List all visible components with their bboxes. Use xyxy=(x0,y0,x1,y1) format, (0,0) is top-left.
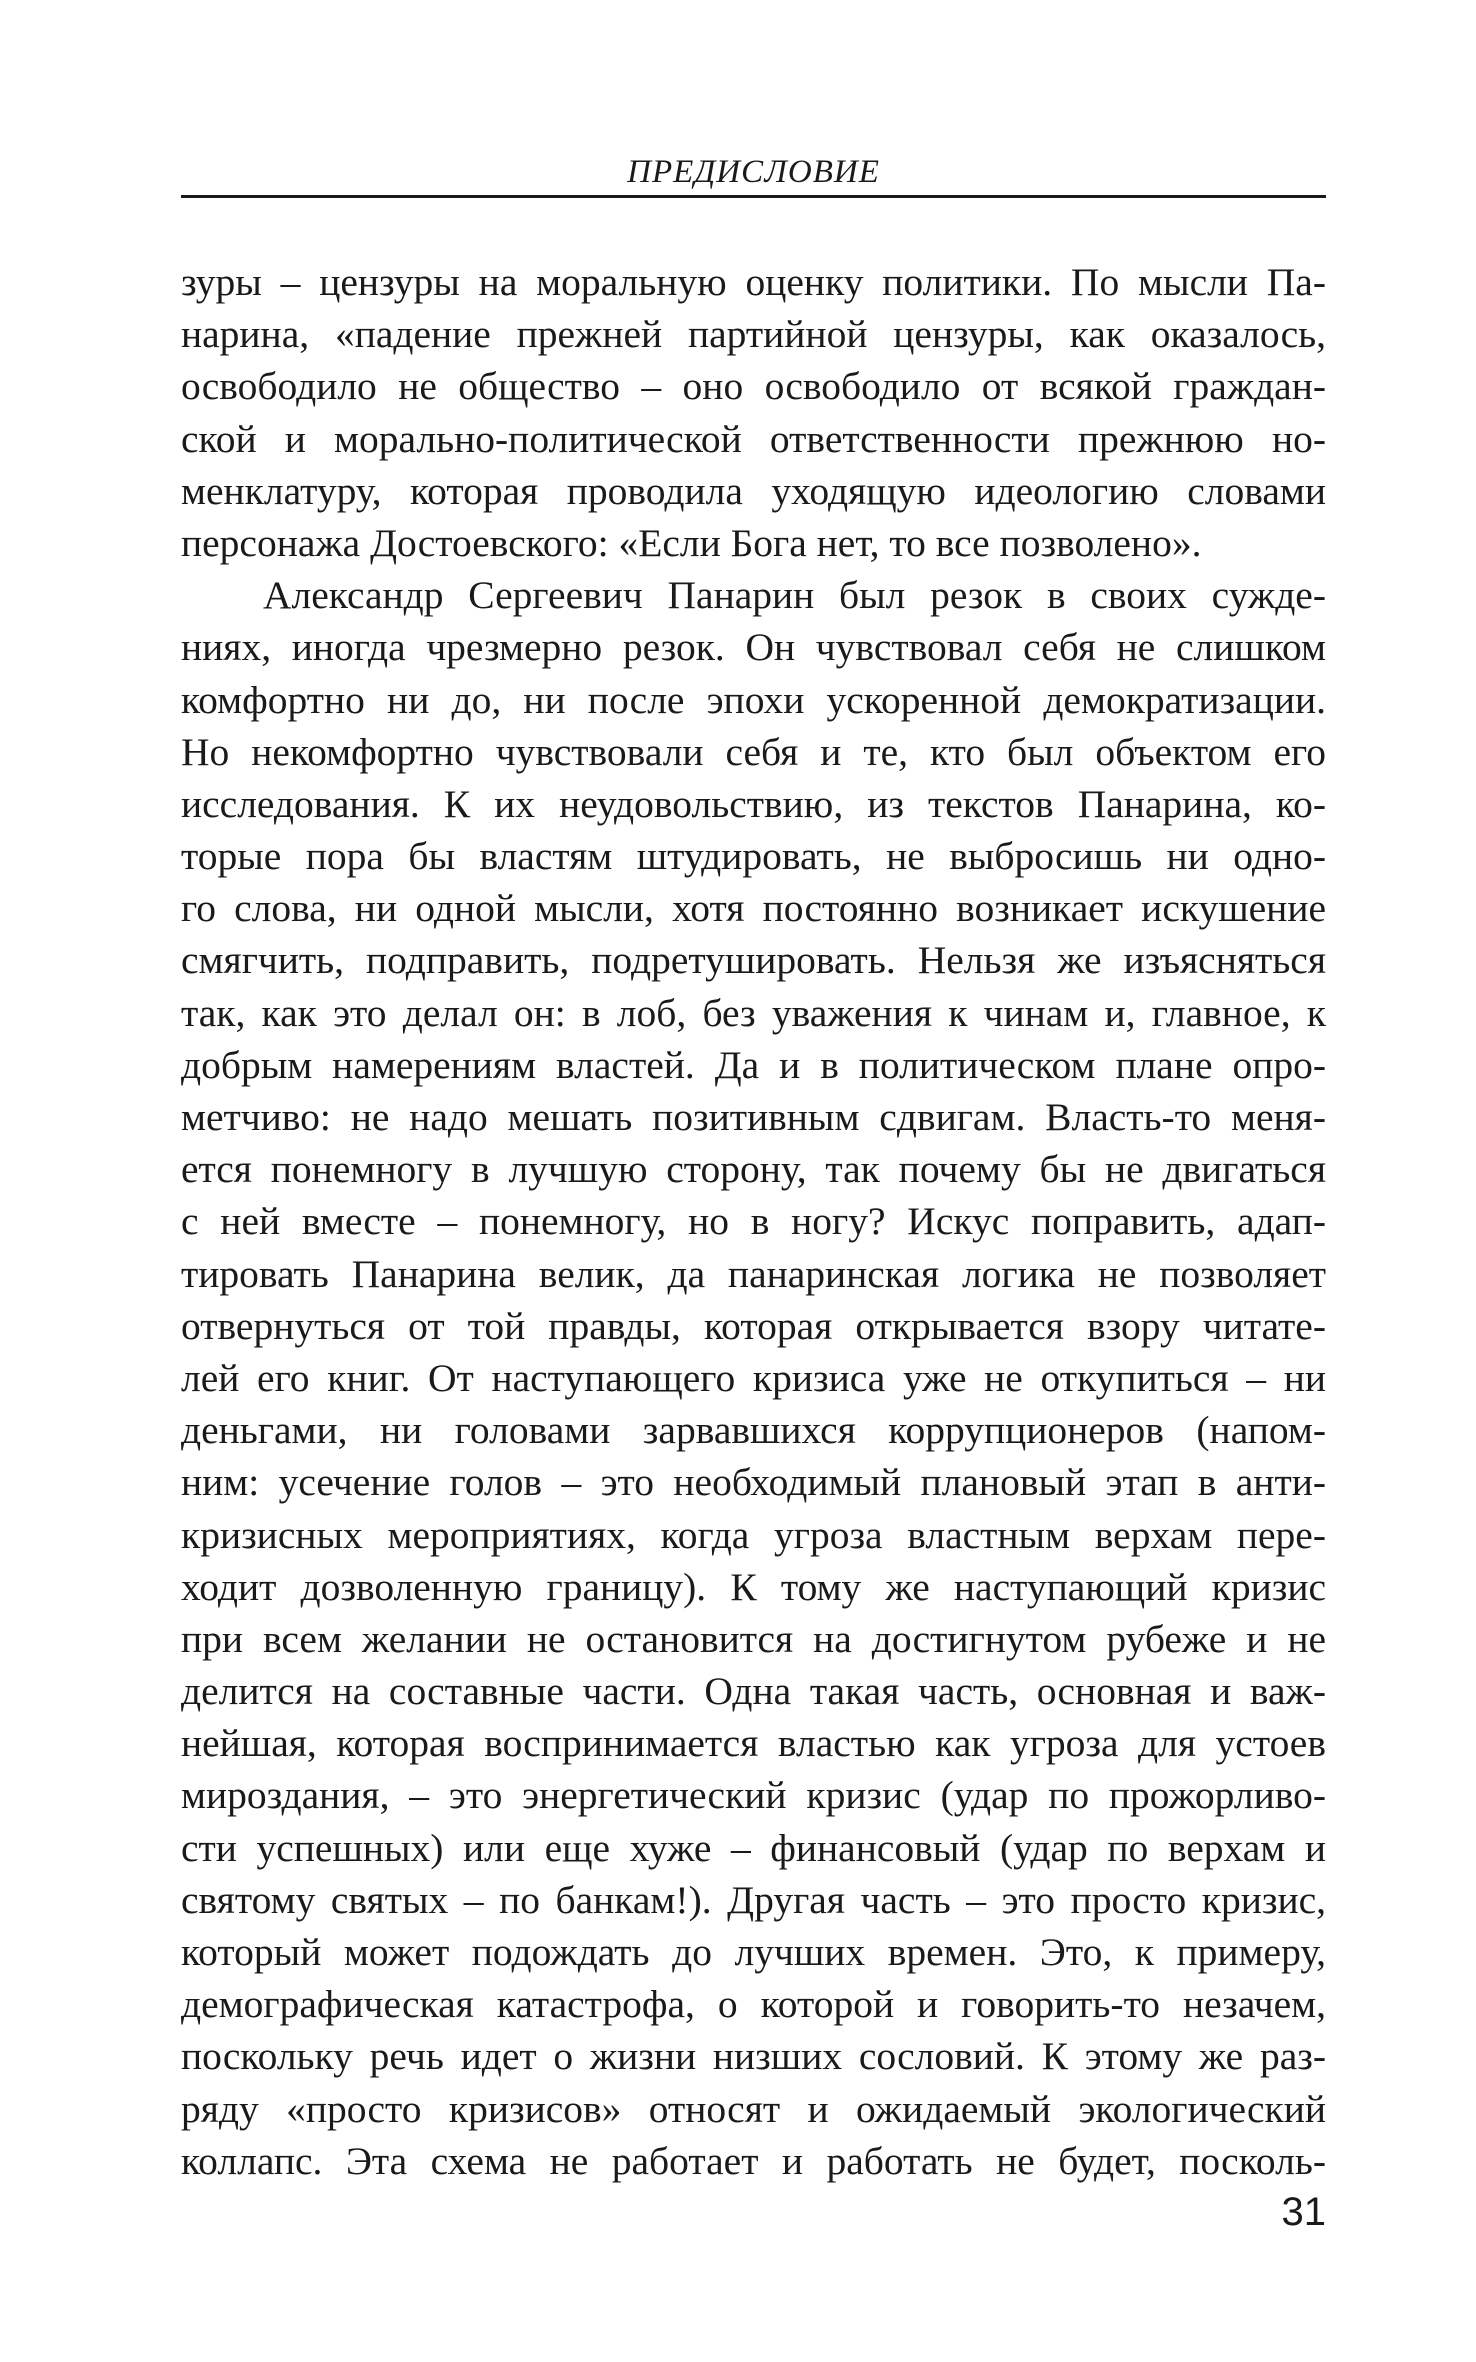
body-text xyxy=(181,256,1326,2187)
text-line: го слова, ни одной мысли, хотя постоянно возникает искушение xyxy=(181,886,1326,931)
text-line: так, как это делал он: в лоб, без уважения к чинам и, главное, к xyxy=(181,990,1326,1035)
text-line: нейшая, которая воспринимается властью как угроза для устоев xyxy=(181,1721,1326,1766)
text-line: демографическая катастрофа, о которой и говорить-то незачем, xyxy=(181,1982,1326,2027)
text-line: кризисных мероприятиях, когда угроза властным верхам пере- xyxy=(181,1512,1326,1557)
header-divider xyxy=(181,195,1326,198)
text-line: отвернуться от той правды, которая открывается взору читате- xyxy=(181,1303,1326,1348)
text-line: ется понемногу в лучшую сторону, так почему бы не двигаться xyxy=(181,1147,1326,1192)
text-line: ходит дозволенную границу). К тому же наступающий кризис xyxy=(181,1564,1326,1609)
text-line: поскольку речь идет о жизни низших сословий. К этому же раз- xyxy=(181,2034,1326,2079)
text-line: освободило не общество – оно освободило от всякой граждан- xyxy=(181,364,1326,409)
text-line: при всем желании не остановится на достигнутом рубеже и не xyxy=(181,1616,1326,1661)
text-line: нарина, «падение прежней партийной цензуры, как оказалось, xyxy=(181,312,1326,357)
text-line: тировать Панарина велик, да панаринская логика не позволяет xyxy=(181,1251,1326,1296)
text-line: персонажа Достоевского: «Если Бога нет, то все позволено». xyxy=(181,520,1202,565)
text-line: ниях, иногда чрезмерно резок. Он чувствовал себя не слишком xyxy=(181,625,1326,670)
text-line: менклатуру, которая проводила уходящую идеологию словами xyxy=(181,468,1326,513)
text-line: метчиво: не надо мешать позитивным сдвигам. Власть-то меня- xyxy=(181,1095,1326,1139)
text-line: деньгами, ни головами зарвавшихся коррупционеров (напом- xyxy=(181,1408,1326,1453)
text-line: который может подождать до лучших времен. Это, к примеру, xyxy=(181,1930,1326,1974)
text-line: Но некомфортно чувствовали себя и те, кто был объектом его xyxy=(181,729,1326,774)
text-line: комфортно ни до, ни после эпохи ускоренной демократизации. xyxy=(181,677,1326,722)
text-line: добрым намерениям властей. Да и в политическом плане опро- xyxy=(181,1042,1326,1087)
text-line: делится на составные части. Одна такая часть, основная и важ- xyxy=(181,1669,1326,1714)
text-line: ряду «просто кризисов» относят и ожидаемый экологический xyxy=(181,2086,1326,2131)
text-line: ской и морально-политической ответственности прежнюю но- xyxy=(181,416,1326,461)
text-line: Александр Сергеевич Панарин был резок в своих сужде- xyxy=(263,573,1326,618)
text-line: торые пора бы властям штудировать, не выбросишь ни одно- xyxy=(181,834,1326,879)
page-number: 31 xyxy=(1281,2190,1326,2234)
text-line: сти успешных) или еще хуже – финансовый (удар по верхам и xyxy=(181,1825,1326,1870)
running-header: ПРЕДИСЛОВИЕ xyxy=(627,154,880,190)
text-line: коллапс. Эта схема не работает и работать не будет, посколь- xyxy=(181,2138,1326,2183)
text-line: мироздания, – это энергетический кризис (удар по прожорливо- xyxy=(181,1773,1326,1818)
text-line: лей его книг. От наступающего кризиса уже не откупиться – ни xyxy=(181,1355,1326,1400)
text-line: смягчить, подправить, подретушировать. Нельзя же изъясняться xyxy=(181,938,1326,983)
text-line: святому святых – по банкам!). Другая часть – это просто кризис, xyxy=(181,1877,1326,1922)
text-line: исследования. К их неудовольствию, из текстов Панарина, ко- xyxy=(181,781,1326,826)
text-line: зуры – цензуры на моральную оценку политики. По мысли Па- xyxy=(181,260,1326,304)
text-line: ним: усечение голов – это необходимый плановый этап в анти- xyxy=(181,1460,1326,1505)
text-line: с ней вместе – понемногу, но в ногу? Искус поправить, адап- xyxy=(181,1199,1326,1244)
